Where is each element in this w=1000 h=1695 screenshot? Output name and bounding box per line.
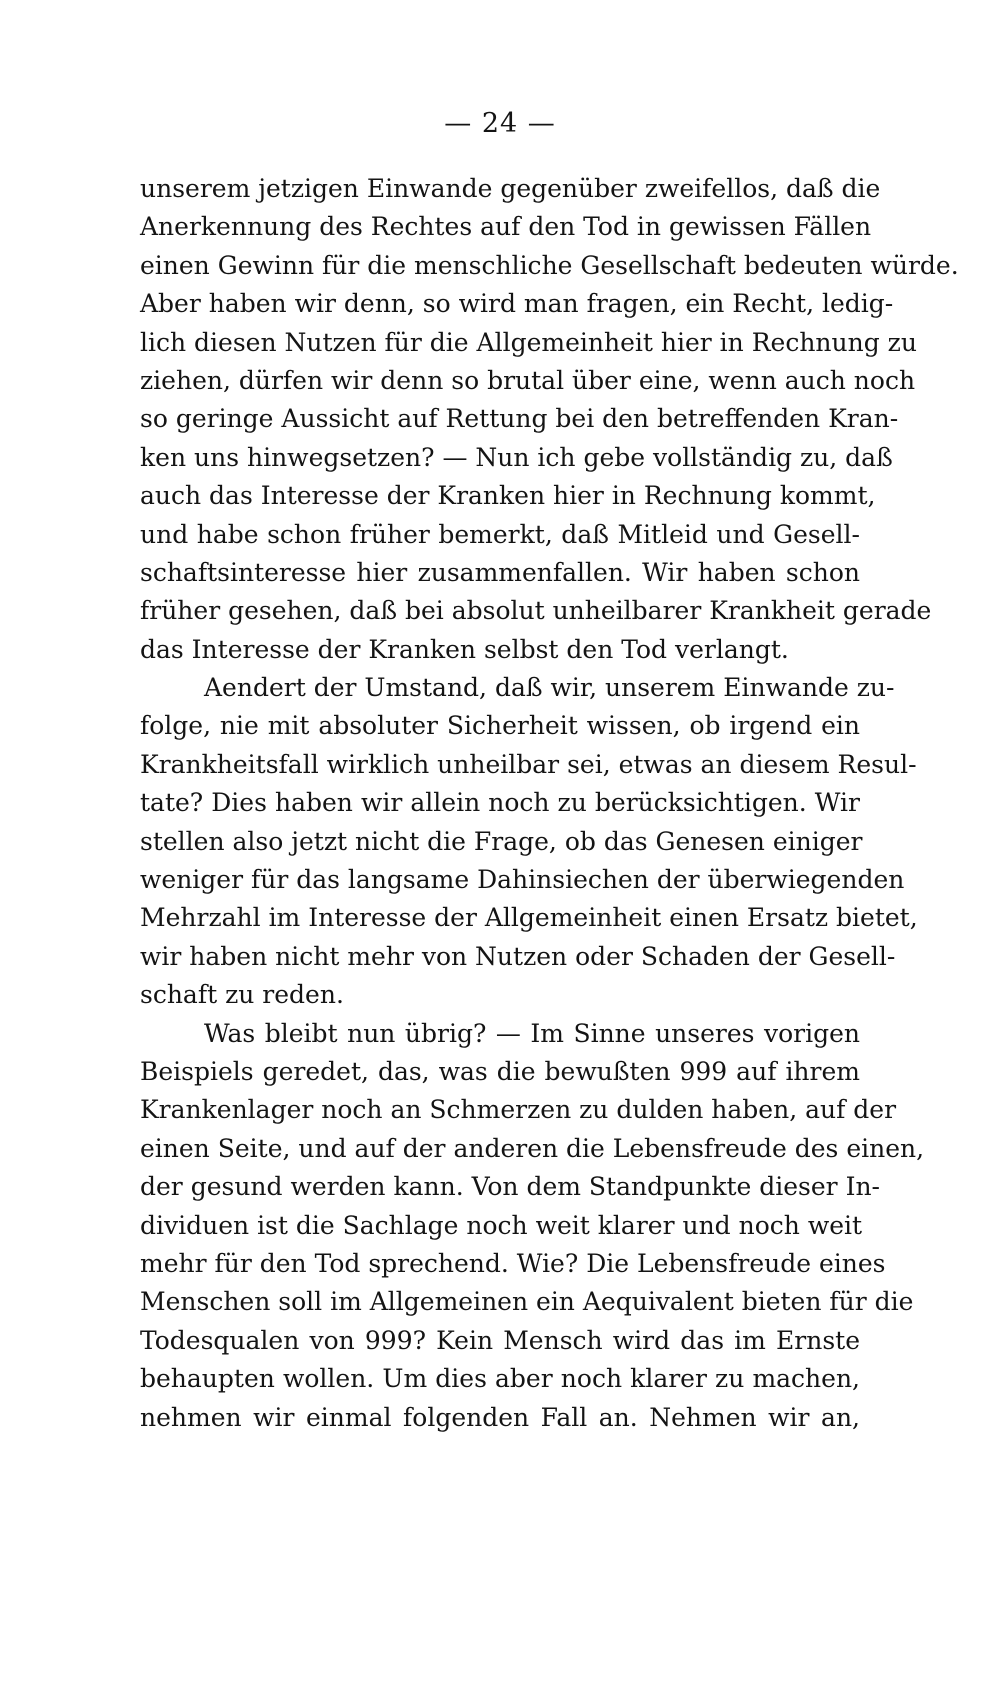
text-line: tate? Dies haben wir allein noch zu berücksichtigen. Wir: [140, 788, 860, 818]
text-line: Beispiels geredet, das, was die bewußten 999 auf ihrem: [140, 1056, 860, 1086]
text-line: einen Gewinn für die menschliche Gesellschaft bedeuten würde.: [140, 250, 959, 280]
page-number: — 24 —: [444, 108, 556, 139]
text-line: früher gesehen, daß bei absolut unheilbarer Krankheit gerade: [140, 596, 932, 626]
text-line: und habe schon früher bemerkt, daß Mitleid und Gesell-: [140, 519, 860, 549]
text-line: Krankheitsfall wirklich unheilbar sei, etwas an diesem Resul-: [140, 749, 917, 779]
text-line: Todesqualen von 999? Kein Mensch wird das im Ernste: [140, 1325, 860, 1355]
text-line: nehmen wir einmal folgenden Fall an. Nehmen wir an,: [140, 1402, 860, 1432]
text-line: stellen also jetzt nicht die Frage, ob das Genesen einiger: [140, 826, 863, 856]
text-line: ken uns hinwegsetzen? — Nun ich gebe vollständig zu, daß: [140, 442, 893, 472]
paragraph-end-line: das Interesse der Kranken selbst den Tod verlangt.: [140, 634, 789, 664]
text-line: behaupten wollen. Um dies aber noch klarer zu machen,: [140, 1364, 860, 1394]
paragraph-end-line: schaft zu reden.: [140, 980, 344, 1010]
text-line: wir haben nicht mehr von Nutzen oder Schaden der Gesell-: [140, 941, 896, 971]
text-line: einen Seite, und auf der anderen die Lebensfreude des einen,: [140, 1133, 925, 1163]
text-line: Krankenlager noch an Schmerzen zu dulden haben, auf der: [140, 1095, 897, 1125]
text-line: auch das Interesse der Kranken hier in Rechnung kommt,: [140, 481, 876, 511]
text-line: weniger für das langsame Dahinsiechen der überwiegenden: [140, 865, 905, 895]
text-line: dividuen ist die Sachlage noch weit klarer und noch weit: [140, 1210, 863, 1240]
text-line: Anerkennung des Rechtes auf den Tod in gewissen Fällen: [140, 212, 872, 242]
paragraph-start-line: Aendert der Umstand, daß wir, unserem Einwande zu-: [204, 673, 895, 703]
text-line: ziehen, dürfen wir denn so brutal über eine, wenn auch noch: [140, 365, 916, 395]
text-line: folge, nie mit absoluter Sicherheit wissen, ob irgend ein: [140, 711, 860, 741]
text-line: unserem jetzigen Einwande gegenüber zweifellos, daß die: [140, 174, 881, 203]
text-line: lich diesen Nutzen für die Allgemeinheit hier in Rechnung zu: [140, 327, 917, 357]
text-line: Aber haben wir denn, so wird man fragen, ein Recht, ledig-: [140, 289, 894, 319]
body-text: [140, 170, 959, 1437]
text-line: schaftsinteresse hier zusammenfallen. Wir haben schon: [140, 557, 860, 587]
text-line: Mehrzahl im Interesse der Allgemeinheit einen Ersatz bietet,: [140, 903, 918, 933]
paragraph-start-line: Was bleibt nun übrig? — Im Sinne unseres vorigen: [204, 1018, 860, 1048]
text-line: so geringe Aussicht auf Rettung bei den betreffenden Kran-: [140, 404, 899, 434]
text-line: Menschen soll im Allgemeinen ein Aequivalent bieten für die: [140, 1287, 914, 1317]
text-line: mehr für den Tod sprechend. Wie? Die Lebensfreude eines: [140, 1248, 886, 1278]
text-line: der gesund werden kann. Von dem Standpunkte dieser In-: [140, 1172, 880, 1202]
